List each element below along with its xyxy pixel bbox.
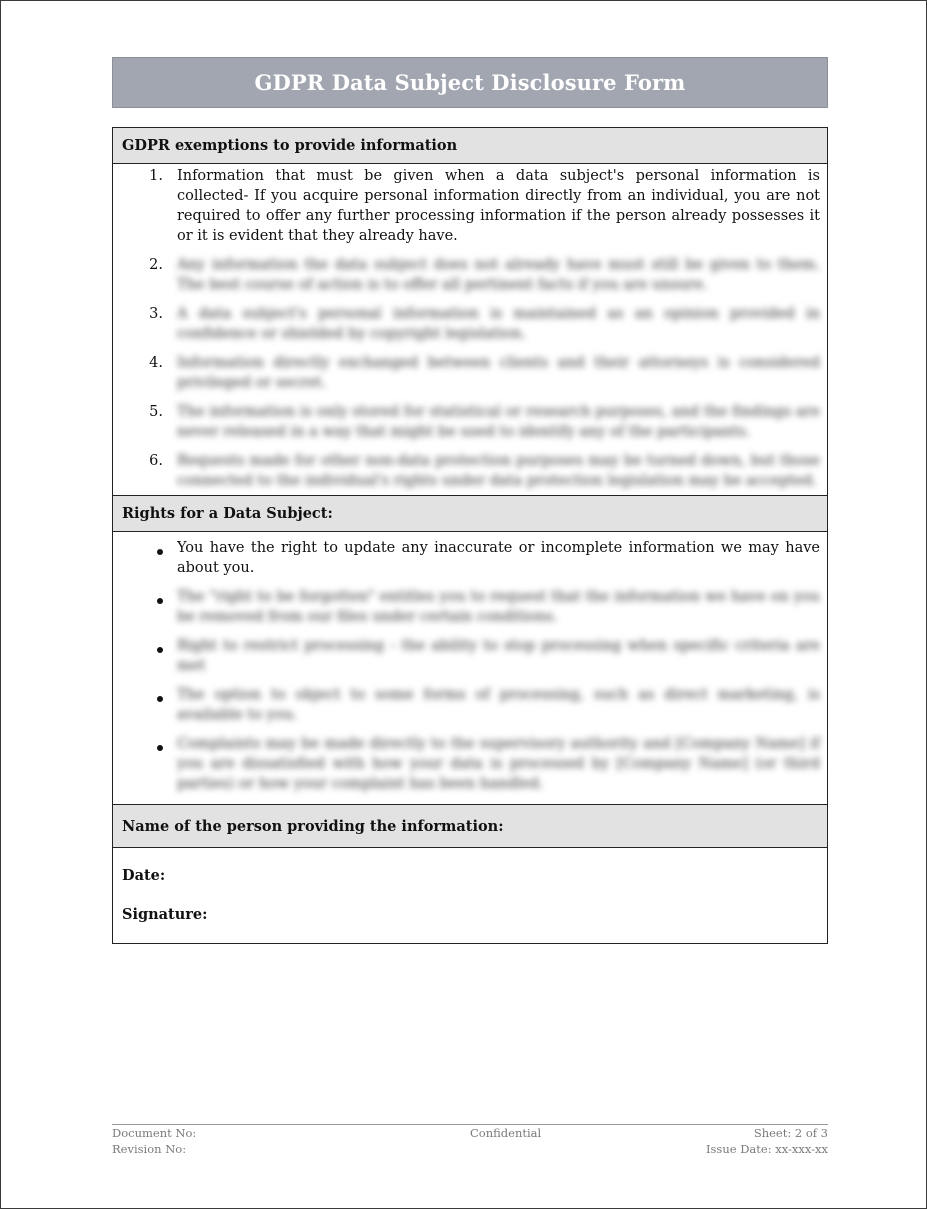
sheet-number: Sheet: 2 of 3 bbox=[753, 1126, 828, 1140]
exemptions-list bbox=[113, 164, 827, 495]
list-item bbox=[113, 353, 820, 393]
list-item bbox=[113, 636, 820, 676]
list-item-text-blurred: The option to object to some forms of processing, such as direct marketing, is available to you. bbox=[177, 687, 820, 723]
page-footer bbox=[112, 1124, 828, 1157]
person-section-header: Name of the person providing the information: bbox=[113, 804, 827, 848]
list-item-text-blurred: Information directly exchanged between clients and their attorneys is considered privileged or secret. bbox=[177, 355, 820, 391]
bullet-icon bbox=[157, 745, 163, 751]
list-item-text: You have the right to update any inaccurate or incomplete information we may have about you. bbox=[177, 540, 820, 576]
list-item-text: Information that must be given when a data subject's personal information is collected- If you acquire personal information directly from an individual, you are not required to offer any further processing information if the person already possesses it or it is evident that they already have. bbox=[177, 168, 820, 244]
list-number: 6. bbox=[149, 453, 163, 469]
signoff-fields bbox=[113, 848, 827, 943]
rights-list bbox=[113, 532, 827, 804]
list-item bbox=[113, 304, 820, 344]
list-number: 4. bbox=[149, 355, 163, 371]
list-number: 1. bbox=[149, 168, 163, 184]
list-item bbox=[113, 402, 820, 442]
list-item bbox=[113, 685, 820, 725]
bullet-icon bbox=[157, 647, 163, 653]
list-item-text-blurred: Right to restrict processing - the ability to stop processing when specific criteria are met bbox=[177, 638, 820, 674]
document-number: Document No: bbox=[112, 1126, 197, 1140]
list-number: 3. bbox=[149, 306, 163, 322]
signature-field-label: Signature: bbox=[122, 906, 208, 923]
list-item-text-blurred: A data subject's personal information is maintained as an opinion provided in confidence or shielded by copyright legislation. bbox=[177, 306, 820, 342]
disclosure-form-table bbox=[112, 127, 828, 944]
date-field-label: Date: bbox=[122, 867, 166, 884]
exemptions-section-header: GDPR exemptions to provide information bbox=[113, 128, 827, 164]
title-banner bbox=[112, 57, 828, 108]
confidential-label: Confidential bbox=[470, 1126, 542, 1140]
list-item-text-blurred: The "right to be forgotten" entitles you to request that the information we have on you be removed from our files under certain conditions. bbox=[177, 589, 820, 625]
list-item-text-blurred: Complaints may be made directly to the supervisory authority and [Company Name] if you are dissatisfied with how your data is processed by [Company Name] (or third parties) or how your complaint has been handled. bbox=[177, 736, 820, 792]
list-item bbox=[113, 538, 820, 578]
list-item bbox=[113, 587, 820, 627]
list-item bbox=[113, 166, 820, 246]
list-item bbox=[113, 451, 820, 491]
revision-number: Revision No: bbox=[112, 1142, 187, 1156]
list-item-text-blurred: Requests made for other non-data protection purposes may be turned down, but those connected to the individual's rights under data protection legislation may be accepted. bbox=[177, 453, 820, 489]
list-item-text-blurred: The information is only stored for statistical or research purposes, and the findings are never released in a way that might be used to identify any of the participants. bbox=[177, 404, 820, 440]
issue-date: Issue Date: xx-xxx-xx bbox=[705, 1142, 828, 1156]
list-number: 5. bbox=[149, 404, 163, 420]
list-number: 2. bbox=[149, 257, 163, 273]
list-item bbox=[113, 734, 820, 794]
bullet-icon bbox=[157, 598, 163, 604]
bullet-icon bbox=[157, 549, 163, 555]
document-title: GDPR Data Subject Disclosure Form bbox=[254, 70, 686, 95]
list-item-text-blurred: Any information the data subject does not already have must still be given to them. The best course of action is to offer all pertinent facts if you are unsure. bbox=[177, 257, 820, 293]
rights-section-header: Rights for a Data Subject: bbox=[113, 495, 827, 532]
list-item bbox=[113, 255, 820, 295]
bullet-icon bbox=[157, 696, 163, 702]
